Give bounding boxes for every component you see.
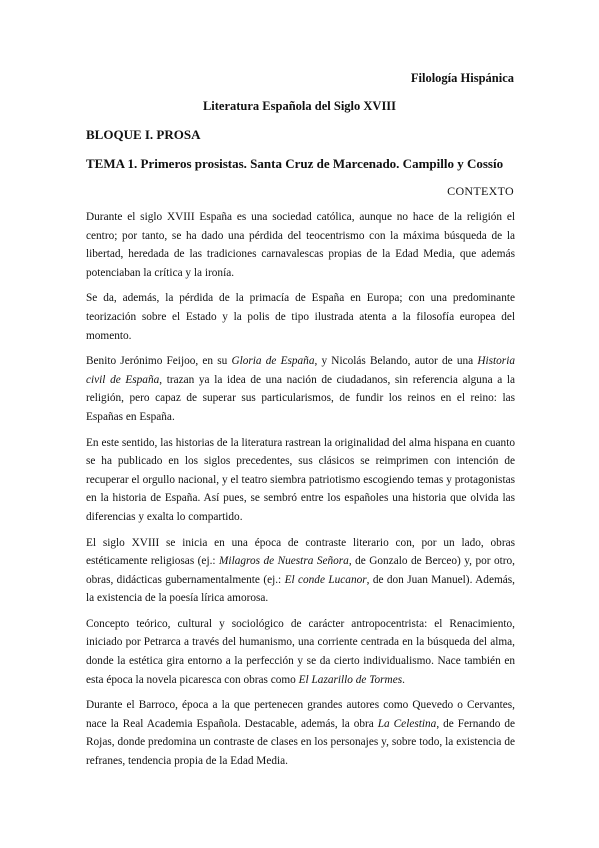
- text-run: Durante el Barroco, época a la que pertenecen grandes autores como Quevedo o Cervantes, nace la Real Academia Española. Destacable, además, la obra: [86, 699, 515, 730]
- work-title: La Celestina: [377, 717, 437, 730]
- text-run: , y Nicolás Belando, autor de una: [314, 355, 478, 368]
- section-label: CONTEXTO: [447, 184, 514, 198]
- work-title: Milagros de Nuestra Señora: [219, 555, 349, 568]
- text-run: , de Fernando de Rojas, donde predomina un contraste de clases en los personajes y, sobre todo, la existencia de refranes, tendencia propia de la Edad Media.: [86, 717, 515, 768]
- paragraph-6: [86, 615, 515, 689]
- text-run: Concepto teórico, cultural y sociológico de carácter antropocentrista: el Renacimiento, iniciado por Petrarca a través del humanismo, una corriente centrada en la búsqueda del alma, donde la estética gira entorno a la perfección y se da cierto individualismo. Nace también en esta época la novela picaresca con obras como: [86, 617, 515, 686]
- paragraph-2: Se da, además, la pérdida de la primacía de España en Europa; con una predominante teorización sobre el Estado y la polis de tipo ilustrada atenta a la filosofía europea del momento.: [86, 292, 515, 342]
- paragraph-7: [86, 696, 515, 770]
- text-run: .: [402, 673, 405, 686]
- paragraph-4: En este sentido, las historias de la literatura rastrean la originalidad del alma hispana en cuanto se ha publicado en los siglos precedentes, sus clásicos se reimprimen con intención de recuperar el orgullo nacional, y el teatro siembra patriotismo escogiendo temas y protagonistas en la historia de España. Así pues, se sembró entre los españoles una historia que olvida las diferencias y exalta lo compartido.: [86, 436, 515, 523]
- topic-heading: TEMA 1. Primeros prosistas. Santa Cruz de Marcenado. Campillo y Cossío: [86, 156, 504, 171]
- work-title: El conde Lucanor: [284, 573, 367, 586]
- block-heading: BLOQUE I. PROSA: [86, 127, 201, 142]
- text-run: , de don Juan Manuel). Además, la existencia de la poesía lírica amorosa.: [86, 573, 515, 605]
- subject-header: Filología Hispánica: [410, 71, 514, 85]
- work-title: Historia civil de España: [86, 355, 515, 386]
- paragraph-1: Durante el siglo XVIII España es una sociedad católica, aunque no hace de la religión el centro; por tanto, se ha dado una pérdida del teocentrismo con la máxima búsqueda de la libertad, heredada de las tradiciones carnavalescas propias de la Edad Media, que además potenciaban la crítica y la ironía.: [86, 211, 515, 279]
- text-run: , trazan ya la idea de una nación de ciudadanos, sin referencia alguna a la religión, pero capaz de superar sus particularismos, de fundir los reinos en el reino: las Españas en España.: [86, 373, 515, 423]
- text-run: Benito Jerónimo Feijoo, en su: [86, 355, 232, 368]
- paragraph-5: [86, 534, 515, 608]
- work-title: El Lazarillo de Tormes: [298, 673, 403, 686]
- text-run: El siglo XVIII se inicia en una época de contraste literario con, por un lado, obras estéticamente religiosas (ej.:: [86, 536, 515, 568]
- work-title: Gloria de España: [231, 355, 315, 368]
- paragraph-3: [86, 352, 515, 426]
- document-title: Literatura Española del Siglo XVIII: [202, 99, 397, 113]
- document-body: [86, 208, 515, 778]
- text-run: , de Gonzalo de Berceo) y, por otro, obras, didácticas gubernamentalmente (ej.:: [86, 555, 515, 586]
